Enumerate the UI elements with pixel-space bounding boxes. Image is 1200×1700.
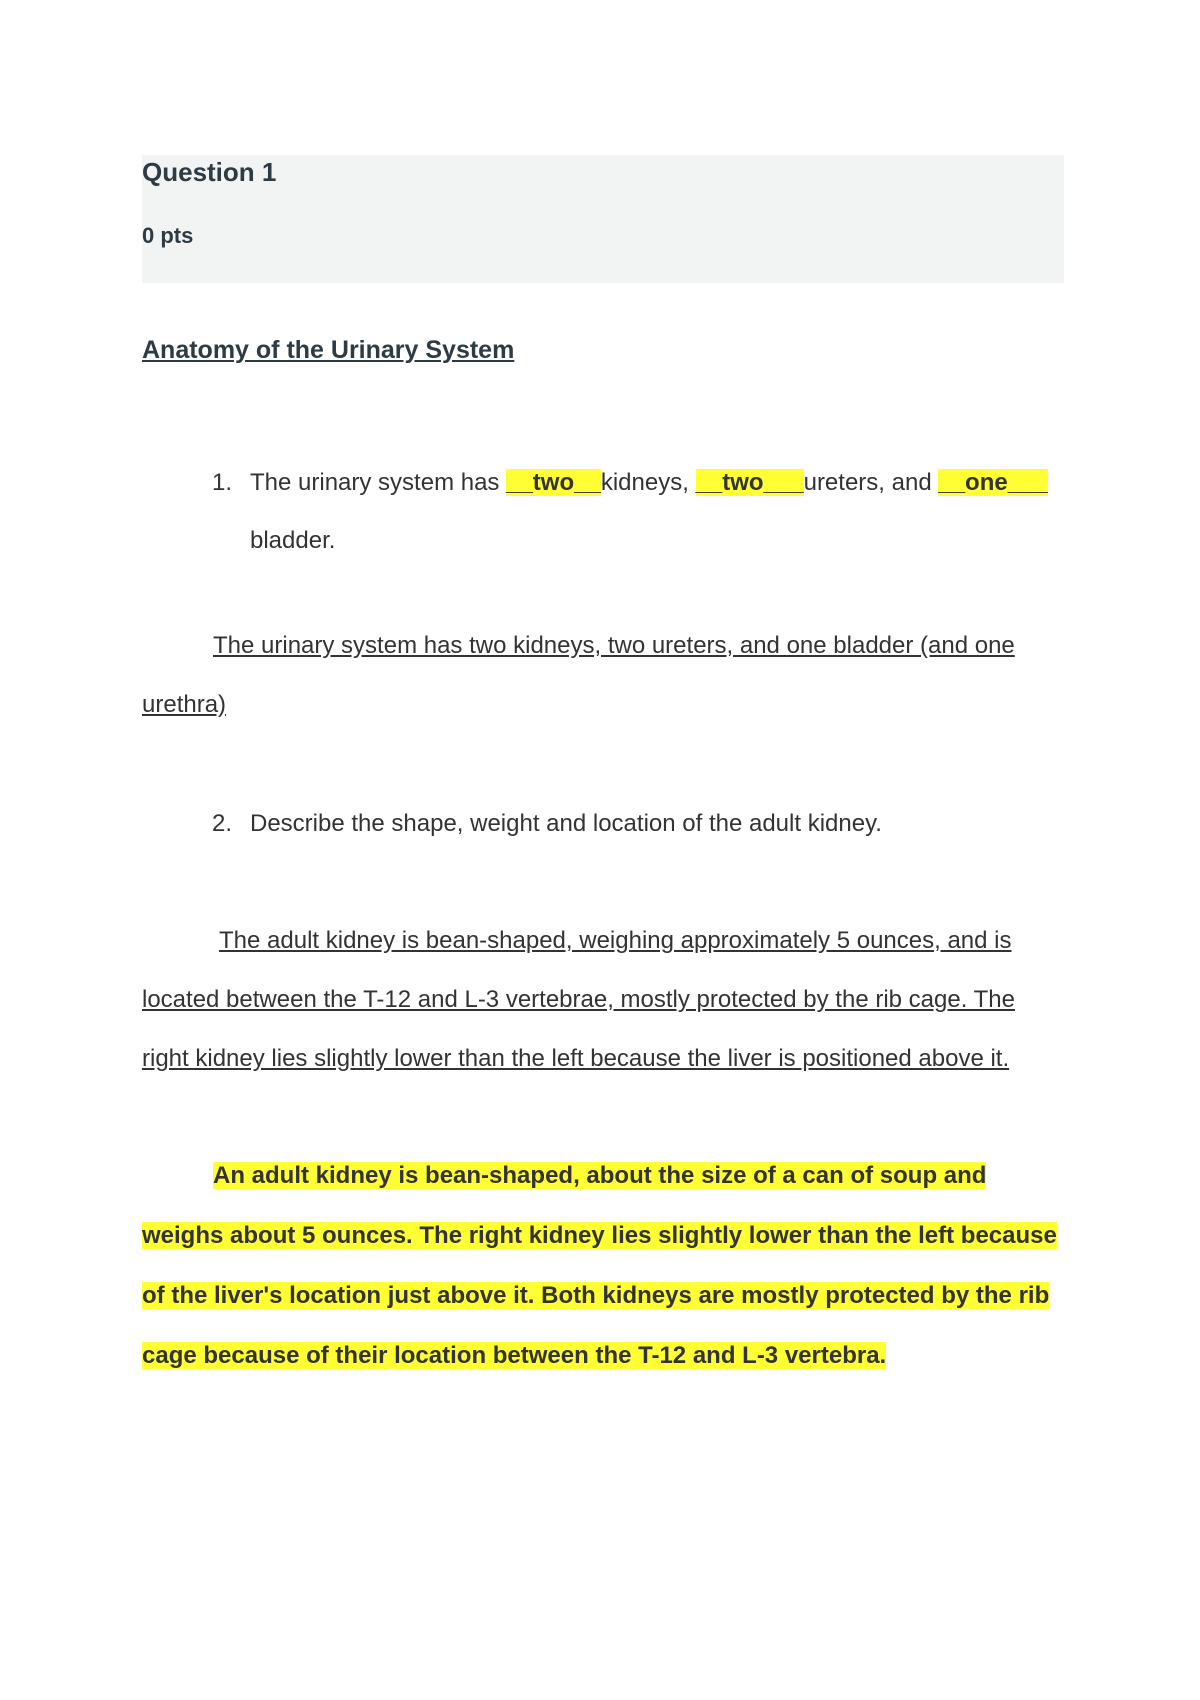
question-points: 0 pts xyxy=(142,223,194,248)
answer-paragraph-2: The adult kidney is bean-shaped, weighing approximately 5 ounces, and is located between the T-12 and L-3 vertebrae, mostly protected by the rib cage. The right kidney lies slightly lower than the left because the liver is positioned above it. xyxy=(142,927,1015,1072)
answer-paragraph-1: The urinary system has two kidneys, two ureters, and one bladder (and one urethra) xyxy=(142,632,1015,718)
highlighted-answer-text: An adult kidney is bean-shaped, about the size of a can of soup and weighs about 5 ounces. The right kidney lies slightly lower than the left because of the liver's location just above it. Both kidneys are mostly protected by the rib cage because of their location between the T-12 and L-3 vertebra. xyxy=(142,1162,1057,1369)
item-text-part: kidneys, xyxy=(600,469,696,496)
item-number: 2. xyxy=(212,810,233,837)
answer-blank-bladder: __one___ xyxy=(938,469,1048,496)
item-text-part: bladder. xyxy=(250,527,336,554)
question-item-1 xyxy=(212,454,1072,570)
item-number: 1. xyxy=(212,469,233,496)
question-title: Question 1 xyxy=(142,157,277,187)
answer-blank-kidneys: __two__ xyxy=(506,469,601,496)
answer-blank-ureters: __two___ xyxy=(695,469,804,496)
question-item-2 xyxy=(212,795,1072,853)
section-title: Anatomy of the Urinary System xyxy=(142,336,515,364)
highlighted-answer xyxy=(142,1146,1072,1386)
item-text-part: ureters, and xyxy=(803,469,939,496)
question-header xyxy=(142,155,1064,283)
item-text: Describe the shape, weight and location of the adult kidney. xyxy=(250,810,882,837)
item-text-part: The urinary system has xyxy=(250,469,507,496)
item-text xyxy=(250,454,1072,570)
